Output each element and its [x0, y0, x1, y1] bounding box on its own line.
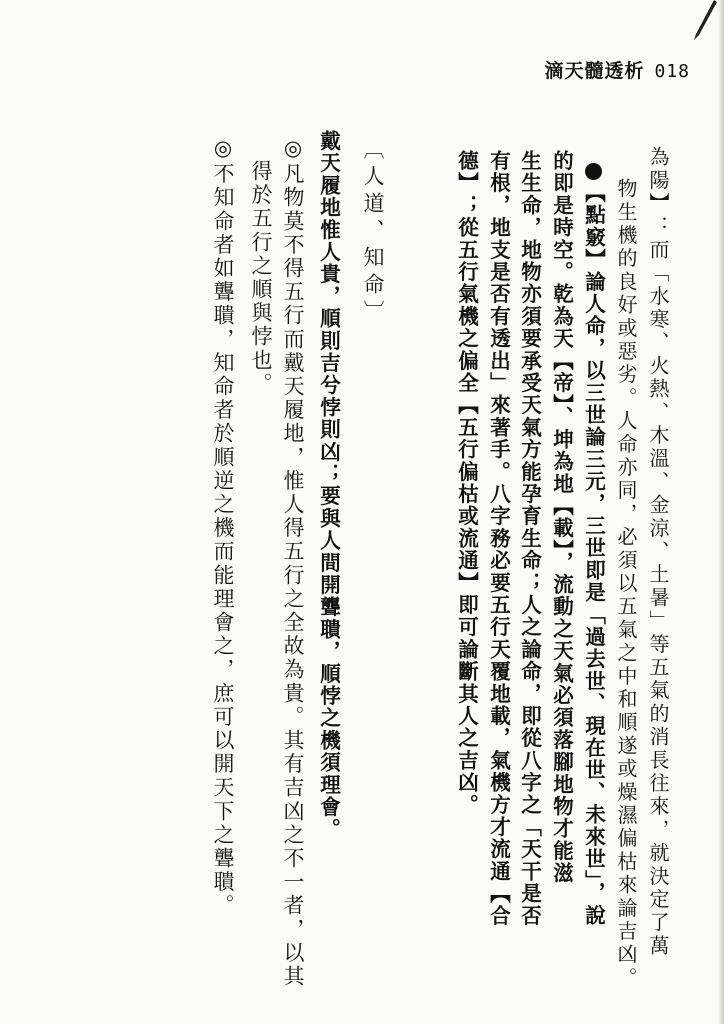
section-heading: 〔人道、知命〕: [361, 138, 385, 327]
page-number: 018: [654, 61, 690, 82]
text-column-10: ◎凡物莫不得五行而戴天履地，惟人得五行之全故為貴。其有吉凶之不一者，以其: [281, 136, 305, 989]
scan-edge-shadow: [718, 0, 724, 1024]
verse-column: 戴天履地惟人貴，順則吉兮悖則凶；要與人間開聾聵，順悖之機須理會。: [316, 130, 341, 841]
page-header: [520, 56, 690, 83]
text-column-2: 物生機的良好或惡劣。人命亦同，必須以五氣之中和順遂或燥濕偏枯來論吉凶。: [614, 178, 638, 990]
text-column-7: 德】；從五行氣機之偏全【五行偏枯或流通】即可論斷其人之吉凶。: [454, 150, 479, 816]
bullet-dot-icon: [585, 163, 602, 180]
text-column-5: 生生命，地物亦須要承受天氣方能孕育生命；人之論命，即從八字之「天干是否: [517, 150, 542, 927]
pen-mark-icon: [692, 0, 718, 40]
text-column-12: ◎不知命者如聾聵，知命者於順逆之機而能理會之，庶可以開天下之聾聵。: [211, 136, 235, 918]
text-column-11: 得於五行之順與悖也。: [249, 160, 273, 396]
text-column-4: 的即是時空。乾為天【帝】、坤為地【載】，流動之天氣必須落腳地物才能滋: [549, 150, 574, 885]
book-title: 滴天髓透析: [544, 60, 645, 82]
text-column-1: 為陽】：而「水寒、火熱、木溫、金涼、土暑」等五氣的消長往來，就決定了萬: [646, 146, 670, 958]
text-column-3: 【點竅】論人命，以三世論三元，三世即是「過去世、現在世、未來世」，說: [581, 182, 606, 927]
text-column-6: 有根，地支是否有透出」來著手。八字務必要五行天覆地載，氣機方才流通【合: [486, 150, 511, 927]
